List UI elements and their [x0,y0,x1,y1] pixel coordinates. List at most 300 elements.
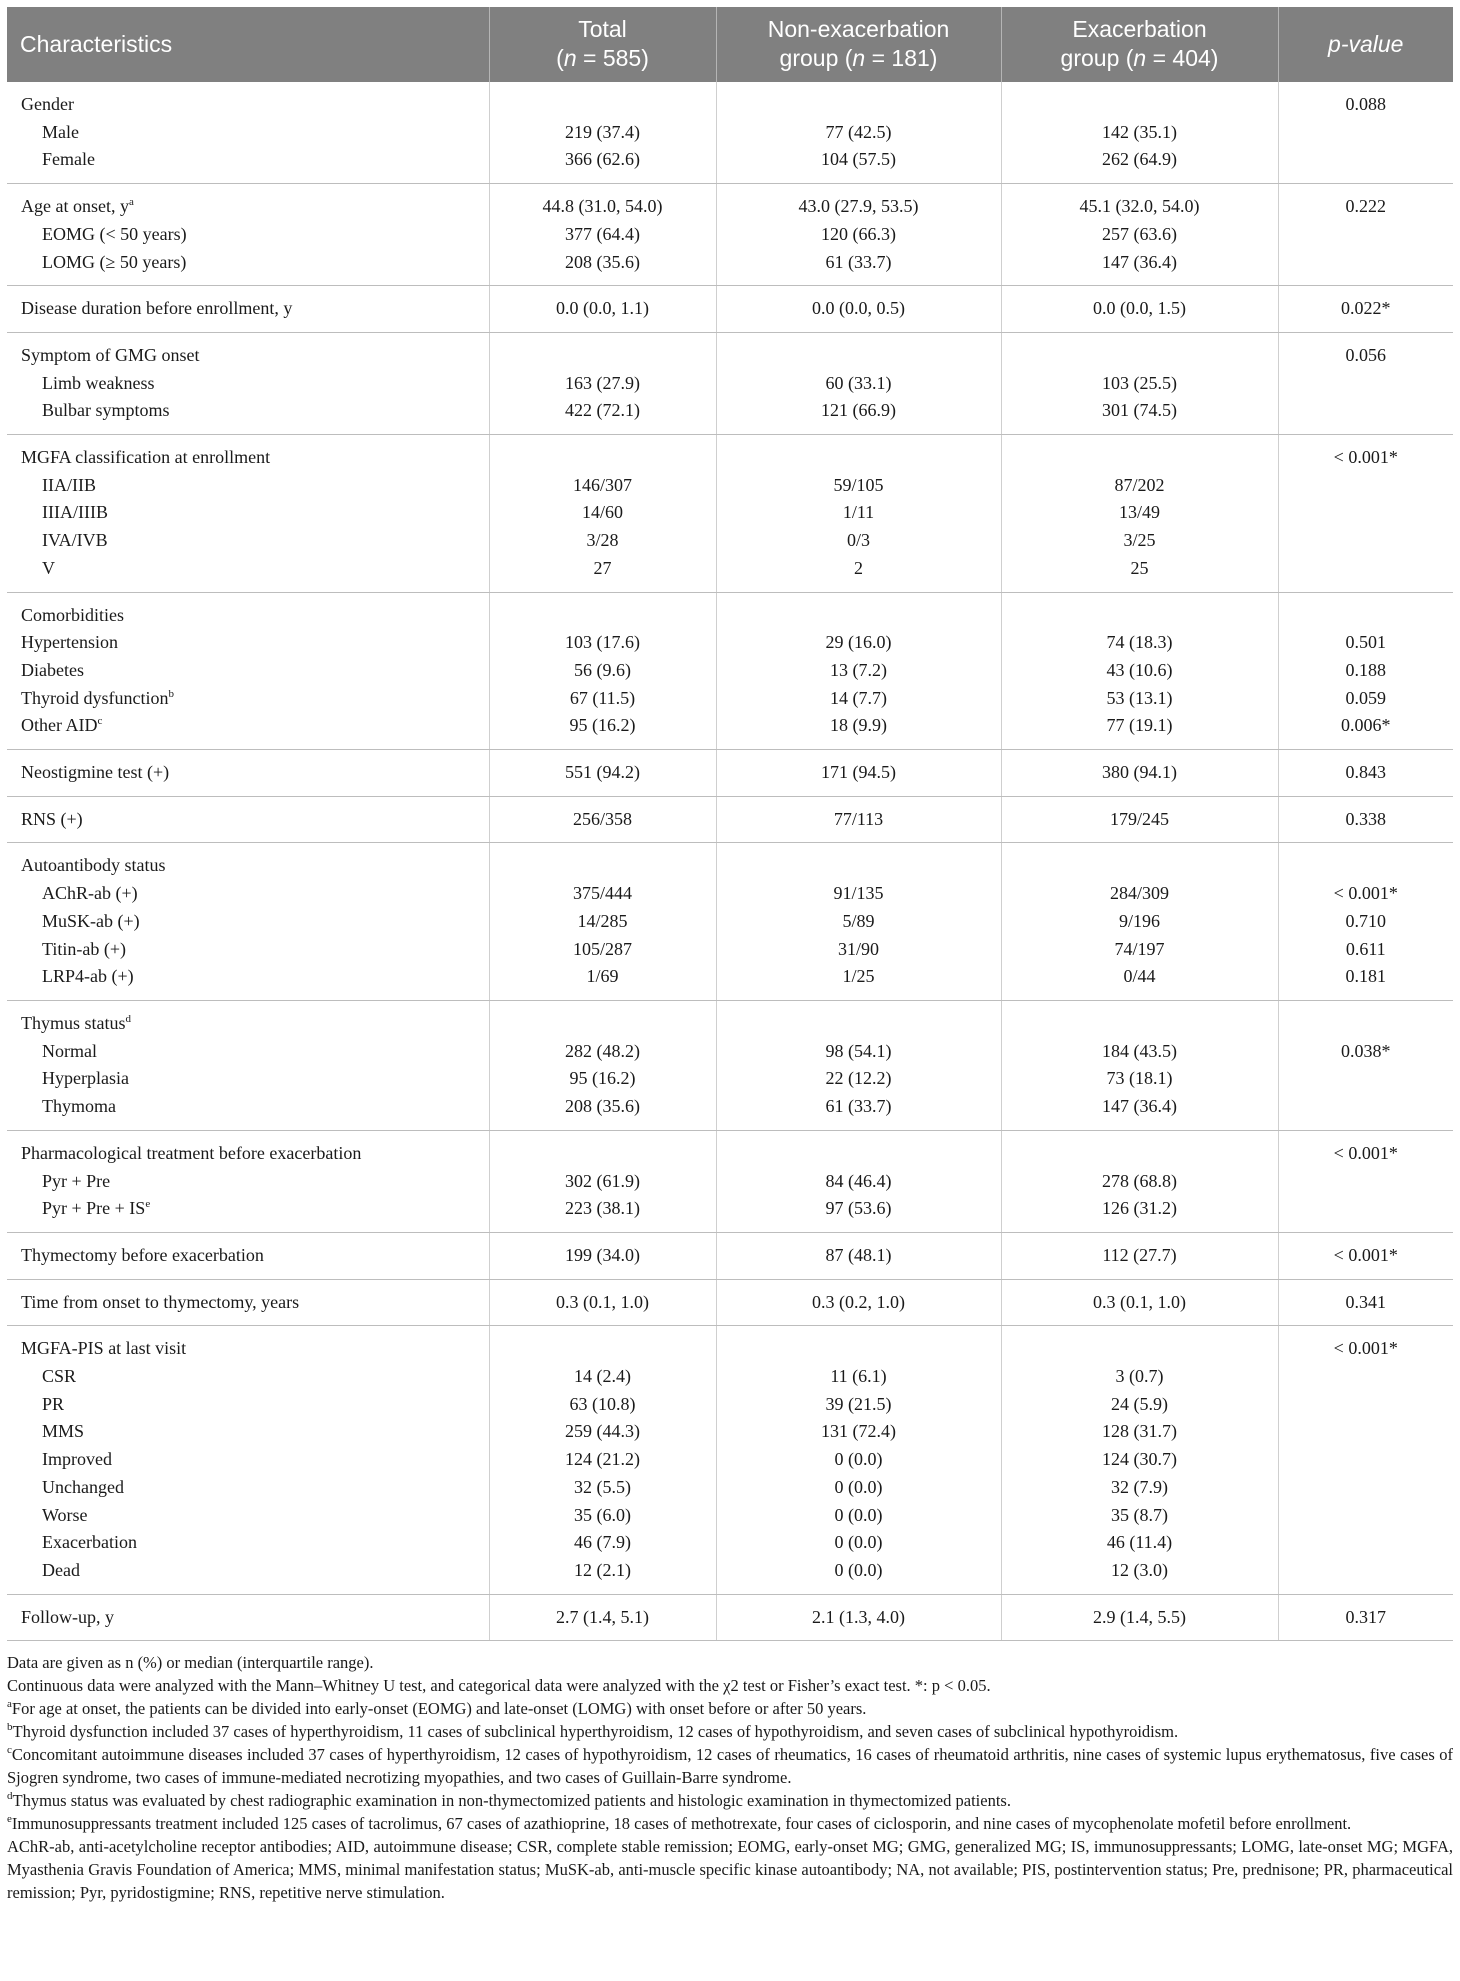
table-wrapper [7,7,1453,1904]
table-row [7,1195,1453,1232]
cell-ex: 74/197 [1001,936,1278,964]
cell-total: 0.3 (0.1, 1.0) [489,1279,716,1326]
row-label [7,963,489,1000]
cell-p [1278,370,1453,398]
row-label-text: Follow-up, y [21,1606,115,1627]
footnote-text: Thyroid dysfunction included 37 cases of hyperthyroidism, 11 cases of subclinical hyperthyroidism, 12 cases of hypothyroidism, and seven cases of subclinical hypothyroidism. [12,1722,1179,1742]
row-label-text: Male [42,121,79,142]
footnote-text: AChR-ab, anti-acetylcholine receptor antibodies; AID, autoimmune disease; CSR, complete stable remission; EOMG, early-onset MG; GMG, generalized MG; IS, immunosuppressants; LOMG, late-onset MG; MGFA, Myasthenia Gravis Foundation of America; MMS, minimal manifestation status; MuSK-ab, anti-muscle specific kinase autoantibody; NA, not available; PIS, postintervention status; Pre, prednisone; PR, pharmaceutical remission; Pyr, pyridostigmine; RNS, repetitive nerve stimulation. [7,1837,1453,1903]
table-row [7,1557,1453,1594]
header-ex-group: group ( [1060,45,1134,71]
cell-p: 0.006* [1278,712,1453,749]
cell-p [1278,1168,1453,1196]
row-label [7,184,489,221]
header-row [7,7,1453,82]
row-label [7,221,489,249]
cell-total [489,435,716,472]
cell-nonex: 77/113 [716,796,1001,843]
cell-nonex: 131 (72.4) [716,1418,1001,1446]
row-label [7,1065,489,1093]
row-label-text: Disease duration before enrollment, y [21,298,293,319]
cell-ex: 9/196 [1001,908,1278,936]
header-ex-n: n [1133,45,1147,71]
footnote-marker: a [128,196,134,209]
table-row [7,221,1453,249]
cell-nonex: 61 (33.7) [716,249,1001,286]
table-body [7,82,1453,1641]
row-label [7,1474,489,1502]
row-label [7,712,489,749]
cell-total: 32 (5.5) [489,1474,716,1502]
row-label [7,286,489,333]
cell-ex [1001,1326,1278,1363]
row-label [7,499,489,527]
cell-p: 0.059 [1345,687,1386,708]
cell-total: 46 (7.9) [489,1529,716,1557]
cell-nonex: 18 (9.9) [716,712,1001,749]
cell-p [1278,1418,1453,1446]
cell-total: 256/358 [489,796,716,843]
row-label-text: IIIA/IIIB [42,502,108,523]
cell-p [1278,1446,1453,1474]
cell-nonex: 171 (94.5) [716,750,1001,797]
cell-ex: 142 (35.1) [1001,119,1278,147]
cell-nonex: 104 (57.5) [716,146,1001,183]
cell-p: 0.501 [1345,632,1386,653]
header-p-value [1278,7,1453,82]
footnote-marker: d [7,1790,13,1803]
cell-total: 63 (10.8) [489,1391,716,1419]
row-label [7,936,489,964]
table-row [7,1391,1453,1419]
cell-total: 146/307 [489,472,716,500]
row-label [7,1363,489,1391]
table-row [7,796,1453,843]
header-total-paren-open: ( [556,45,564,71]
row-label-text: Time from onset to thymectomy, years [21,1291,300,1312]
table-row [7,184,1453,221]
cell-ex [1001,332,1278,369]
header-total [489,7,716,82]
row-label-text: MGFA-PIS at last visit [21,1338,187,1359]
cell-nonex: 120 (66.3) [716,221,1001,249]
table-row [7,657,1453,685]
cell-p [1278,146,1453,183]
row-label [7,1594,489,1641]
row-label-text: EOMG (< 50 years) [42,223,187,244]
table-row [7,370,1453,398]
row-label [7,1418,489,1446]
cell-total: 14/60 [489,499,716,527]
cell-total: 35 (6.0) [489,1502,716,1530]
row-label-text: CSR [42,1366,77,1387]
cell-nonex: 5/89 [716,908,1001,936]
cell-p: 0.710 [1345,910,1386,931]
cell-p: 0.843 [1278,750,1453,797]
table-row [7,82,1453,119]
row-label [7,880,489,908]
cell-total: 14/285 [489,908,716,936]
table-row [7,1279,1453,1326]
cell-nonex [716,1000,1001,1037]
cell-nonex: 0 (0.0) [716,1502,1001,1530]
row-label [7,1391,489,1419]
header-ex-count: = 404) [1146,45,1219,71]
cell-nonex: 61 (33.7) [716,1093,1001,1130]
cell-p [1278,843,1453,880]
table-row [7,332,1453,369]
cell-nonex: 0 (0.0) [716,1474,1001,1502]
cell-ex: 46 (11.4) [1001,1529,1278,1557]
row-label-text: Comorbidities [21,604,124,625]
row-label-text: Neostigmine test (+) [21,762,170,783]
cell-p: 0.181 [1278,963,1453,1000]
cell-nonex: 2 [716,555,1001,592]
cell-p: 0.188 [1345,659,1386,680]
footnote-marker: e [145,1198,151,1211]
row-label [7,843,489,880]
cell-p: 0.088 [1345,94,1386,114]
cell-ex [1001,592,1278,629]
row-label [7,750,489,797]
cell-ex: 126 (31.2) [1001,1195,1278,1232]
cell-ex: 262 (64.9) [1001,146,1278,183]
row-label-text: Titin-ab (+) [42,938,126,959]
row-label-text: Symptom of GMG onset [21,344,200,365]
cell-p: < 0.001* [1333,1142,1398,1163]
cell-ex: 45.1 (32.0, 54.0) [1001,184,1278,221]
table-row [7,1130,1453,1167]
cell-nonex: 0/3 [716,527,1001,555]
cell-nonex: 1/11 [716,499,1001,527]
cell-p [1278,1000,1453,1037]
cell-p: < 0.001* [1333,1338,1398,1359]
cell-p [1278,1502,1453,1530]
cell-ex: 13/49 [1001,499,1278,527]
footnote-marker: b [168,687,174,700]
cell-ex: 103 (25.5) [1001,370,1278,398]
row-label-text: IVA/IVB [42,530,108,551]
cell-total: 67 (11.5) [489,685,716,713]
row-label-text: Bulbar symptoms [42,400,170,421]
cell-ex: 184 (43.5) [1001,1038,1278,1066]
table-row [7,1502,1453,1530]
cell-nonex: 39 (21.5) [716,1391,1001,1419]
footnote [7,1812,1453,1835]
header-p-value-text: p-value [1328,30,1404,57]
cell-total: 259 (44.3) [489,1418,716,1446]
footnote-marker: d [125,1012,132,1025]
cell-ex: 124 (30.7) [1001,1446,1278,1474]
cell-ex: 35 (8.7) [1001,1502,1278,1530]
cell-ex [1001,1130,1278,1167]
row-label [7,119,489,147]
cell-nonex: 121 (66.9) [716,397,1001,434]
cell-ex: 0.3 (0.1, 1.0) [1001,1279,1278,1326]
cell-p: 0.338 [1278,796,1453,843]
header-nonex-count: = 181) [865,45,938,71]
cell-ex [1001,435,1278,472]
cell-p: < 0.001* [1333,447,1398,468]
cell-total: 1/69 [489,963,716,1000]
row-label [7,435,489,472]
cell-total [489,843,716,880]
table-row [7,119,1453,147]
cell-p [1278,397,1453,434]
cell-nonex: 43.0 (27.9, 53.5) [716,184,1001,221]
cell-ex: 284/309 [1001,880,1278,908]
cell-ex: 77 (19.1) [1001,712,1278,749]
cell-nonex [716,435,1001,472]
cell-total: 44.8 (31.0, 54.0) [489,184,716,221]
cell-ex: 128 (31.7) [1001,1418,1278,1446]
row-label [7,796,489,843]
row-label-text: Improved [42,1449,112,1470]
header-total-count: = 585) [576,45,649,71]
table-row [7,908,1453,936]
table-row [7,750,1453,797]
cell-nonex: 91/135 [716,880,1001,908]
table-row [7,685,1453,713]
table-row [7,286,1453,333]
cell-nonex: 77 (42.5) [716,119,1001,147]
table-row [7,1418,1453,1446]
table-row [7,1093,1453,1130]
cell-total: 95 (16.2) [489,1065,716,1093]
cell-ex [1001,843,1278,880]
table-row [7,1168,1453,1196]
footnote-marker: e [7,1813,12,1826]
row-label [7,1093,489,1130]
cell-ex: 278 (68.8) [1001,1168,1278,1196]
cell-p [1278,527,1453,555]
table-row [7,472,1453,500]
row-label-text: Dead [42,1559,80,1580]
row-label-text: MGFA classification at enrollment [21,447,271,468]
cell-nonex: 31/90 [716,936,1001,964]
row-label-text: Age at onset, y [21,196,129,217]
cell-p [1278,119,1453,147]
cell-total: 302 (61.9) [489,1168,716,1196]
cell-total: 422 (72.1) [489,397,716,434]
cell-p [1278,1195,1453,1232]
cell-p [1278,1474,1453,1502]
cell-p [1278,592,1453,629]
cell-ex: 3 (0.7) [1001,1363,1278,1391]
cell-nonex [716,1130,1001,1167]
table-row [7,1065,1453,1093]
footnote-text: Data are given as n (%) or median (interquartile range). [7,1653,374,1673]
cell-p: 0.222 [1345,196,1386,217]
header-nonex-line1: Non-exacerbation [767,16,950,42]
cell-p [1278,1093,1453,1130]
cell-nonex [716,332,1001,369]
cell-ex: 380 (94.1) [1001,750,1278,797]
cell-nonex: 0 (0.0) [716,1557,1001,1594]
cell-total: 551 (94.2) [489,750,716,797]
cell-total: 208 (35.6) [489,249,716,286]
cell-ex [1001,82,1278,119]
row-label-text: Other AID [21,715,98,736]
table-row [7,146,1453,183]
cell-p: 0.056 [1345,344,1386,365]
cell-total: 0.0 (0.0, 1.1) [489,286,716,333]
cell-total [489,82,716,119]
row-label [7,1502,489,1530]
cell-nonex: 14 (7.7) [716,685,1001,713]
table-row [7,1326,1453,1363]
cell-total: 366 (62.6) [489,146,716,183]
cell-nonex [716,82,1001,119]
row-label [7,370,489,398]
row-label-text: MMS [42,1421,85,1442]
cell-total: 103 (17.6) [489,629,716,657]
row-label [7,1279,489,1326]
header-nonex-n: n [852,45,866,71]
cell-p [1278,249,1453,286]
row-label [7,1195,489,1232]
table-row [7,1232,1453,1279]
row-label [7,397,489,434]
footnote-marker: c [7,1744,12,1757]
characteristics-table [7,7,1453,1641]
footnote-text: Concomitant autoimmune diseases included 37 cases of hyperthyroidism, 12 cases of hypothyroidism, 12 cases of rheumatics, 16 cases of rheumatoid arthritis, nine cases of systemic lupus erythematosus, five cases of Sjogren syndrome, two cases of immune-mediated necrotizing myopathies, and two cases of Guillain-Barre syndrome. [7,1745,1453,1788]
cell-ex: 179/245 [1001,796,1278,843]
table-row [7,712,1453,749]
row-label-text: PR [42,1393,65,1414]
cell-ex: 74 (18.3) [1001,629,1278,657]
cell-ex: 12 (3.0) [1001,1557,1278,1594]
cell-ex: 87/202 [1001,472,1278,500]
table-row [7,1363,1453,1391]
row-label-text: Exacerbation [42,1532,137,1553]
header-exacerbation [1001,7,1278,82]
row-label [7,332,489,369]
row-label-text: Limb weakness [42,372,155,393]
footnote [7,1697,1453,1720]
cell-nonex: 13 (7.2) [716,657,1001,685]
row-label-text: LRP4-ab (+) [42,966,134,987]
row-label [7,657,489,685]
row-label [7,1557,489,1594]
cell-ex: 147 (36.4) [1001,1093,1278,1130]
row-label-text: Thymoma [42,1096,116,1117]
row-label-text: Pharmacological treatment before exacerbation [21,1142,362,1163]
cell-total [489,1326,716,1363]
table-row [7,1594,1453,1641]
footnote-text: Continuous data were analyzed with the Mann–Whitney U test, and categorical data were analyzed with the χ2 test or Fisher’s exact test. *: p < 0.05. [7,1676,991,1696]
cell-total: 105/287 [489,936,716,964]
row-label [7,472,489,500]
table-row [7,936,1453,964]
row-label-text: Hypertension [21,632,118,653]
footnote [7,1789,1453,1812]
row-label [7,908,489,936]
cell-p [1278,499,1453,527]
row-label-text: Autoantibody status [21,855,166,876]
table-row [7,1000,1453,1037]
cell-ex: 25 [1001,555,1278,592]
table-row [7,499,1453,527]
row-label [7,527,489,555]
footnote-text: Immunosuppressants treatment included 125 cases of tacrolimus, 67 cases of azathioprine, 18 cases of methotrexate, four cases of ciclosporin, and nine cases of mycophenolate mofetil before enrollment. [11,1814,1352,1834]
cell-ex: 0/44 [1001,963,1278,1000]
cell-ex: 112 (27.7) [1001,1232,1278,1279]
row-label-text: Worse [42,1504,88,1525]
row-label-text: MuSK-ab (+) [42,910,140,931]
cell-nonex: 11 (6.1) [716,1363,1001,1391]
cell-nonex: 59/105 [716,472,1001,500]
header-total-line1: Total [578,16,627,42]
cell-nonex: 84 (46.4) [716,1168,1001,1196]
cell-nonex: 0 (0.0) [716,1446,1001,1474]
cell-p [1278,472,1453,500]
header-ex-line1: Exacerbation [1072,16,1207,42]
cell-nonex: 98 (54.1) [716,1038,1001,1066]
cell-p: 0.317 [1278,1594,1453,1641]
cell-ex: 3/25 [1001,527,1278,555]
row-label-text: AChR-ab (+) [42,883,138,904]
row-label [7,1232,489,1279]
cell-total: 223 (38.1) [489,1195,716,1232]
footnote-marker: b [7,1721,13,1734]
row-label [7,146,489,183]
cell-total: 377 (64.4) [489,221,716,249]
cell-ex: 73 (18.1) [1001,1065,1278,1093]
row-label [7,1130,489,1167]
cell-ex: 301 (74.5) [1001,397,1278,434]
cell-total: 56 (9.6) [489,657,716,685]
row-label [7,555,489,592]
table-row [7,963,1453,1000]
footnote-text: For age at onset, the patients can be divided into early-onset (EOMG) and late-onset (LOMG) with onset before or after 50 years. [11,1699,867,1719]
table-row [7,1474,1453,1502]
cell-p: 0.038* [1341,1040,1391,1061]
row-label-text: Normal [42,1040,97,1061]
table-row [7,527,1453,555]
row-label [7,1326,489,1363]
footnote-marker: c [97,715,103,728]
table-footnotes [7,1651,1453,1904]
footnote-text: Thymus status was evaluated by chest radiographic examination in non-thymectomized patients and histologic examination in thymectomized patients. [12,1791,1011,1811]
row-label-text: Unchanged [42,1476,124,1497]
row-label [7,685,489,713]
cell-ex: 32 (7.9) [1001,1474,1278,1502]
row-label-text: LOMG (≥ 50 years) [42,251,187,272]
row-label [7,1446,489,1474]
cell-p [1278,1065,1453,1093]
row-label-text: Pyr + Pre [42,1170,111,1191]
cell-total: 2.7 (1.4, 5.1) [489,1594,716,1641]
cell-nonex: 97 (53.6) [716,1195,1001,1232]
cell-nonex [716,592,1001,629]
cell-ex: 0.0 (0.0, 1.5) [1001,286,1278,333]
cell-ex: 24 (5.9) [1001,1391,1278,1419]
row-label-text: Thyroid dysfunction [21,687,169,708]
row-label-text: IIA/IIB [42,474,96,495]
cell-nonex: 0 (0.0) [716,1529,1001,1557]
cell-total: 199 (34.0) [489,1232,716,1279]
header-total-n: n [563,45,577,71]
cell-ex: 147 (36.4) [1001,249,1278,286]
table-row [7,555,1453,592]
table-row [7,397,1453,434]
cell-total: 12 (2.1) [489,1557,716,1594]
cell-total: 163 (27.9) [489,370,716,398]
table-row [7,435,1453,472]
cell-nonex: 1/25 [716,963,1001,1000]
cell-p [1278,1557,1453,1594]
